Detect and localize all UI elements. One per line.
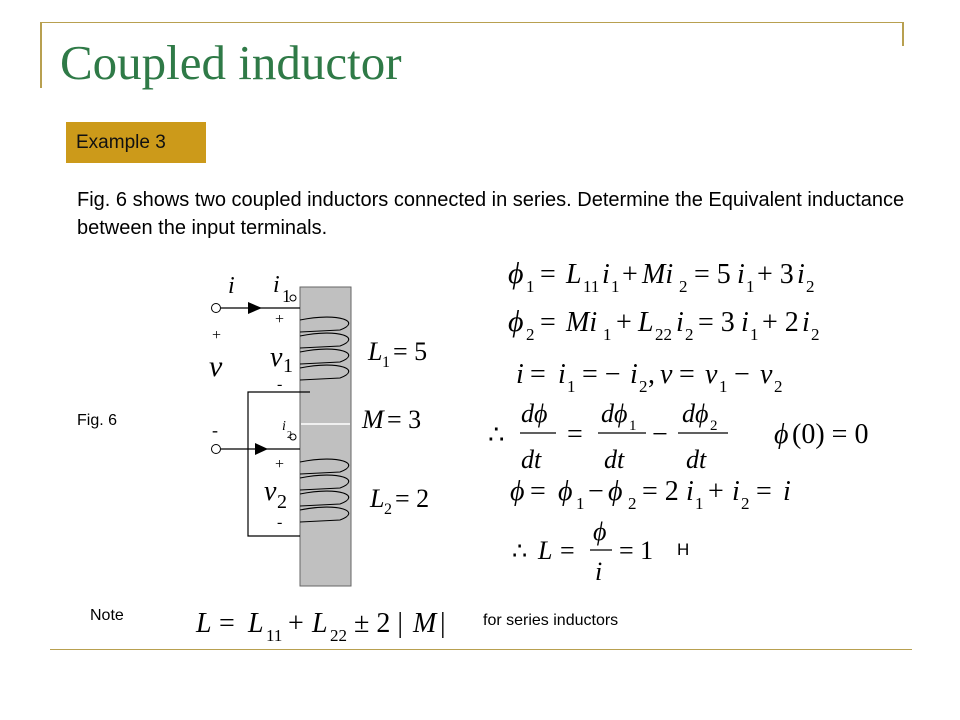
equation-total-flux (510, 476, 791, 513)
svg-text:2: 2 (679, 277, 688, 296)
svg-text:(0) = 0: (0) = 0 (792, 419, 869, 450)
current-arrow-bottom-icon (255, 443, 268, 455)
svg-text:1: 1 (629, 418, 637, 434)
svg-text:=: = (540, 307, 556, 338)
svg-text:L: L (196, 608, 212, 639)
svg-text:=: = (530, 476, 546, 507)
label-i2-sub: 2 (287, 430, 292, 441)
svg-text:1: 1 (611, 277, 620, 296)
plus-v1: + (275, 311, 285, 328)
svg-text:=: = (756, 476, 772, 507)
svg-text:L: L (312, 608, 328, 639)
svg-text:−: − (652, 419, 668, 450)
svg-text:1: 1 (746, 277, 755, 296)
svg-text:i: i (737, 259, 745, 290)
plus-v2: + (275, 456, 285, 473)
svg-text:i: i (516, 359, 524, 390)
label-L2-sub: 2 (384, 501, 392, 518)
svg-text:i: i (797, 259, 805, 290)
svg-text:L: L (538, 536, 553, 565)
svg-text:+: + (622, 259, 638, 290)
svg-text:i: i (558, 359, 566, 390)
equation-flux-1 (508, 257, 815, 296)
label-L1-sub: 1 (382, 354, 390, 371)
current-arrow-top-icon (248, 302, 262, 314)
svg-text:22: 22 (655, 325, 672, 344)
svg-text:+: + (616, 307, 632, 338)
svg-text:= 2: = 2 (642, 476, 679, 507)
svg-text:11: 11 (583, 277, 600, 296)
svg-text:Mi: Mi (642, 259, 674, 290)
svg-text:dϕ: dϕ (682, 399, 709, 428)
plus-v: + (212, 327, 222, 344)
label-v1: v (270, 342, 283, 373)
svg-text:1: 1 (567, 377, 576, 396)
equation-note (195, 608, 446, 645)
svg-text:+ 3: + 3 (757, 259, 794, 290)
svg-text:ϕ: ϕ (593, 517, 607, 546)
svg-text:1: 1 (695, 494, 704, 513)
svg-text:i: i (732, 476, 740, 507)
svg-text:1: 1 (750, 325, 759, 344)
figure-label: Fig. 6 (77, 412, 118, 429)
svg-text:i: i (802, 307, 810, 338)
svg-text:=: = (560, 536, 575, 565)
example-badge: Example 3 (66, 122, 206, 163)
svg-text:=: = (530, 359, 546, 390)
svg-text:i: i (595, 557, 603, 586)
svg-text:dt: dt (521, 445, 542, 474)
svg-text:−: − (734, 359, 750, 390)
svg-text:2: 2 (628, 494, 637, 513)
svg-text:v: v (705, 359, 718, 390)
svg-text:dϕ: dϕ (521, 399, 548, 428)
svg-text:2: 2 (639, 377, 648, 396)
svg-text:dt: dt (604, 445, 625, 474)
minus-v2: - (277, 514, 283, 531)
svg-text:1: 1 (526, 277, 535, 296)
svg-text:,: , (648, 359, 655, 390)
label-L1-value: = 5 (393, 337, 428, 366)
note-label: Note (90, 607, 124, 624)
svg-text:∴: ∴ (512, 539, 528, 565)
svg-text:i: i (630, 359, 638, 390)
label-M-value: = 3 (387, 405, 422, 434)
svg-text:2: 2 (774, 377, 783, 396)
label-i1-sub: 1 (282, 286, 291, 306)
label-i1: i (273, 272, 280, 298)
svg-text:L: L (566, 259, 582, 290)
note-caption: for series inductors (483, 612, 619, 629)
svg-text:ϕ: ϕ (508, 305, 524, 338)
label-v2-sub: 2 (277, 491, 287, 513)
svg-text:ϕ: ϕ (558, 476, 573, 507)
svg-text:± 2 |: ± 2 | (354, 608, 403, 639)
svg-text:M: M (413, 608, 437, 639)
svg-text:2: 2 (741, 494, 750, 513)
svg-text:i: i (741, 307, 749, 338)
svg-text:=: = (540, 259, 556, 290)
svg-text:v: v (760, 359, 773, 390)
minus-v: - (212, 420, 218, 440)
svg-text:11: 11 (266, 626, 283, 645)
svg-text:dt: dt (686, 445, 707, 474)
svg-text:ϕ: ϕ (608, 476, 623, 507)
svg-text:i: i (676, 307, 684, 338)
terminal-top-icon (212, 304, 221, 313)
svg-text:2: 2 (685, 325, 694, 344)
svg-text:dϕ: dϕ (601, 399, 628, 428)
equation-result (512, 517, 653, 586)
svg-text:ϕ: ϕ (774, 419, 789, 450)
problem-statement: Fig. 6 shows two coupled inductors connected in series. Determine the Equivalent inductance between the input terminals. (77, 189, 905, 239)
svg-text:2: 2 (710, 418, 718, 434)
svg-text:+: + (288, 608, 304, 639)
terminal-bottom-icon (212, 445, 221, 454)
label-i: i (228, 273, 235, 299)
svg-text:2: 2 (526, 325, 535, 344)
svg-text:2: 2 (811, 325, 820, 344)
svg-text:= −: = − (582, 359, 621, 390)
svg-text:i: i (783, 476, 791, 507)
svg-text:22: 22 (330, 626, 347, 645)
label-L2: L (370, 484, 385, 513)
svg-text:L: L (248, 608, 264, 639)
slide-title: Coupled inductor (60, 35, 402, 90)
svg-text:L: L (638, 307, 654, 338)
label-v1-sub: 1 (283, 355, 293, 377)
minus-v1: - (277, 376, 283, 393)
svg-text:v: v (660, 359, 673, 390)
svg-text:= 5: = 5 (694, 259, 731, 290)
svg-text:|: | (440, 608, 446, 639)
svg-text:ϕ: ϕ (508, 257, 524, 290)
label-L1: L (368, 337, 383, 366)
svg-text:=: = (219, 608, 235, 639)
svg-text:∴: ∴ (488, 420, 505, 449)
svg-text:+ 2: + 2 (762, 307, 799, 338)
equation-flux-2 (508, 305, 820, 344)
svg-text:1: 1 (603, 325, 612, 344)
svg-text:ϕ: ϕ (510, 476, 525, 507)
label-L2-value: = 2 (395, 484, 430, 513)
result-unit: H (677, 540, 690, 559)
svg-text:1: 1 (576, 494, 585, 513)
svg-text:i: i (602, 259, 610, 290)
svg-text:2: 2 (806, 277, 815, 296)
equation-derivative (488, 399, 868, 474)
label-M: M (362, 405, 384, 434)
svg-text:= 1: = 1 (619, 536, 654, 565)
svg-text:Mi: Mi (566, 307, 598, 338)
svg-text:=: = (567, 419, 583, 450)
svg-text:1: 1 (719, 377, 728, 396)
equation-current-voltage (516, 359, 783, 396)
svg-text:i: i (686, 476, 694, 507)
label-v: v (209, 350, 223, 383)
label-i2: i (282, 419, 286, 434)
label-v2: v (264, 476, 277, 507)
svg-text:−: − (588, 476, 604, 507)
svg-text:+: + (708, 476, 724, 507)
svg-text:=: = (679, 359, 695, 390)
svg-text:= 3: = 3 (698, 307, 735, 338)
